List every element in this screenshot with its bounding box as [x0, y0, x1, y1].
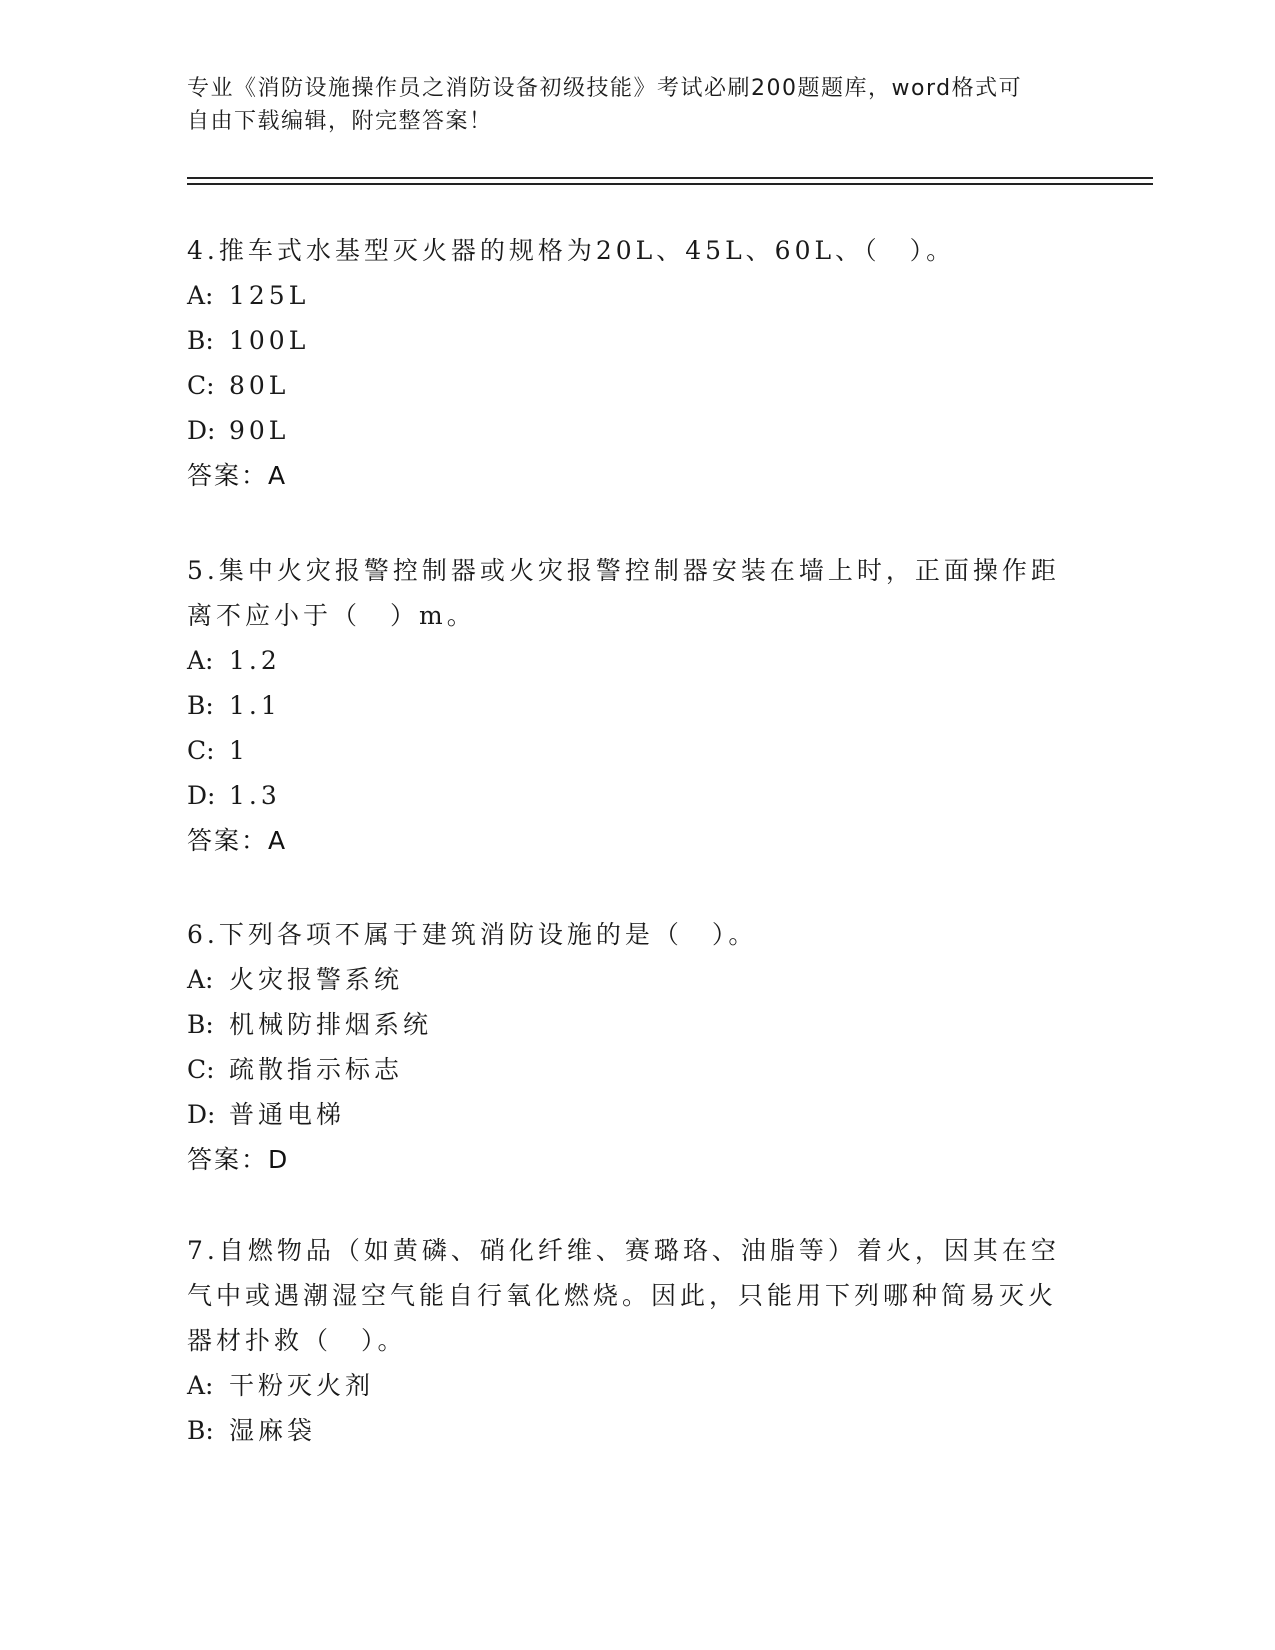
question-stem-line-3: 器材扑救（ ）。 [187, 1326, 407, 1355]
option-text: 100L [229, 326, 310, 355]
option-text: 机械防排烟系统 [229, 1010, 433, 1039]
option-d [187, 773, 1067, 818]
option-a [187, 957, 1067, 1002]
question-stem: 6.下列各项不属于建筑消防设施的是（ ）。 [187, 920, 758, 949]
option-letter: C: [187, 736, 215, 765]
option-b [187, 1408, 1067, 1453]
option-letter: B: [187, 691, 214, 720]
option-c [187, 1047, 1067, 1092]
header-line-1: 专业《消防设施操作员之消防设备初级技能》考试必刷200题题库，word格式可 [187, 76, 1023, 101]
question-stem: 4.推车式水基型灭火器的规格为20L、45L、60L、（ ）。 [187, 236, 956, 265]
question-stem-line-2: 气中或遇潮湿空气能自行氧化燃烧。因此，只能用下列哪种简易灭火 [187, 1281, 1058, 1310]
question-7 [187, 1228, 1067, 1453]
option-text: 普通电梯 [229, 1100, 346, 1129]
option-c [187, 728, 1067, 773]
option-text: 1.2 [229, 646, 281, 675]
option-d [187, 1092, 1067, 1137]
question-stem-line-2: 离不应小于（ ）m。 [187, 601, 476, 630]
option-text: 125L [229, 281, 310, 310]
option-text: 80L [229, 371, 290, 400]
option-a [187, 638, 1067, 683]
option-text: 火灾报警系统 [229, 965, 404, 994]
header-line-2: 自由下载编辑，附完整答案！ [187, 109, 493, 134]
option-b [187, 318, 1067, 363]
option-a [187, 273, 1067, 318]
option-d [187, 408, 1067, 453]
option-text: 1.3 [229, 781, 281, 810]
option-letter: A: [187, 965, 214, 994]
option-letter: B: [187, 1010, 214, 1039]
option-letter: C: [187, 371, 215, 400]
option-text: 1 [229, 736, 249, 765]
option-c [187, 363, 1067, 408]
question-4 [187, 228, 1067, 498]
option-letter: A: [187, 1371, 214, 1400]
option-b [187, 1002, 1067, 1047]
option-letter: B: [187, 1416, 214, 1445]
option-a [187, 1363, 1067, 1408]
option-letter: A: [187, 646, 214, 675]
answer-label: 答案：D [187, 1145, 290, 1174]
option-letter: D: [187, 781, 216, 810]
option-letter: A: [187, 281, 214, 310]
option-text: 干粉灭火剂 [229, 1371, 375, 1400]
option-letter: C: [187, 1055, 215, 1084]
option-text: 90L [229, 416, 290, 445]
question-6 [187, 912, 1067, 1182]
question-stem-line-1: 7.自燃物品（如黄磷、硝化纤维、赛璐珞、油脂等）着火，因其在空 [187, 1236, 1060, 1265]
option-text: 湿麻袋 [229, 1416, 317, 1445]
option-b [187, 683, 1067, 728]
option-text: 疏散指示标志 [229, 1055, 404, 1084]
question-stem-line-1: 5.集中火灾报警控制器或火灾报警控制器安装在墙上时，正面操作距 [187, 556, 1060, 585]
header-divider-top [187, 177, 1153, 179]
answer-label: 答案：A [187, 461, 288, 490]
option-letter: D: [187, 416, 216, 445]
document-header [187, 72, 1067, 138]
option-text: 1.1 [229, 691, 281, 720]
answer-label: 答案：A [187, 826, 288, 855]
question-5 [187, 548, 1067, 863]
header-divider-bottom [187, 183, 1153, 185]
option-letter: D: [187, 1100, 216, 1129]
option-letter: B: [187, 326, 214, 355]
